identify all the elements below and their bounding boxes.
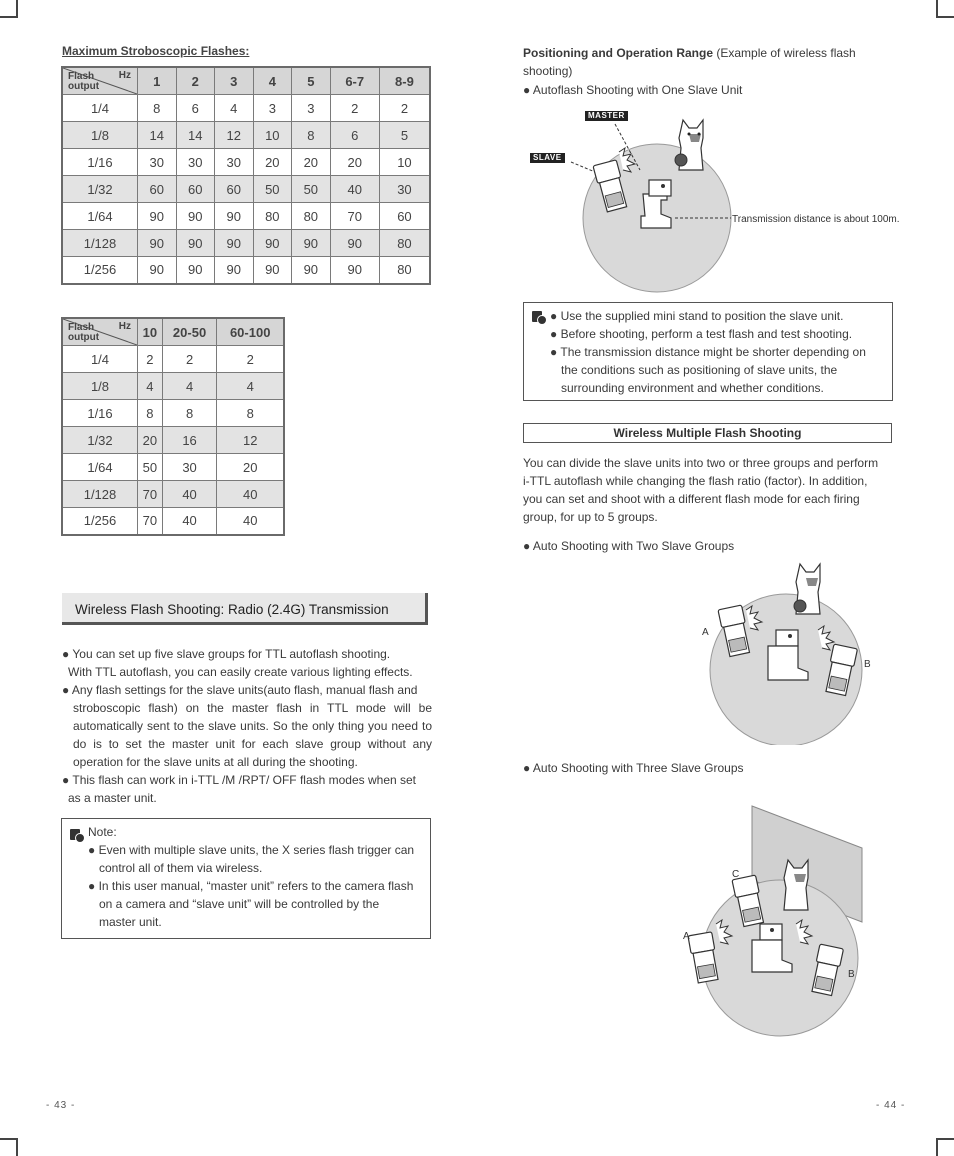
table-cell: 90 <box>215 257 254 284</box>
table-cell: 80 <box>379 257 430 284</box>
one-slave-diagram <box>525 100 735 300</box>
table-cell: 8 <box>138 95 177 122</box>
bullet-line: ● Any flash settings for the slave units(auto flash, manual flash and <box>62 683 418 697</box>
section-title-box <box>62 593 428 625</box>
table-row <box>62 230 430 257</box>
table-cell: 40 <box>217 481 284 508</box>
row-label: 1/64 <box>62 203 138 230</box>
column-header: 20-50 <box>162 318 217 346</box>
transmission-note: Transmission distance is about 100m. <box>732 214 900 225</box>
corner-hz-label: Hz <box>118 321 131 332</box>
crop-mark-bottom-left <box>0 1138 18 1156</box>
multi-flash-header: Wireless Multiple Flash Shooting <box>523 423 892 443</box>
table-cell: 50 <box>253 176 292 203</box>
table-cell: 40 <box>162 508 217 535</box>
table-cell: 4 <box>138 373 163 400</box>
table-cell: 4 <box>215 95 254 122</box>
note-title: Note: <box>88 825 117 839</box>
table-cell: 80 <box>253 203 292 230</box>
table-cell: 60 <box>215 176 254 203</box>
table-cell: 12 <box>215 122 254 149</box>
row-label: 1/4 <box>62 95 138 122</box>
row-label: 1/16 <box>62 149 138 176</box>
table-cell: 8 <box>292 122 331 149</box>
table-cell: 2 <box>138 346 163 373</box>
positioning-bold: Positioning and Operation Range <box>523 46 714 60</box>
corner-flash-output-label: Flash output <box>68 71 100 92</box>
table-cell: 6 <box>330 122 379 149</box>
table-cell: 30 <box>176 149 215 176</box>
table-cell: 12 <box>217 427 284 454</box>
tip-line: surrounding environment and whether conditions. <box>561 381 824 395</box>
row-label: 1/256 <box>62 257 138 284</box>
table-cell: 3 <box>292 95 331 122</box>
table-cell: 40 <box>330 176 379 203</box>
table-cell: 90 <box>253 230 292 257</box>
table-cell: 2 <box>217 346 284 373</box>
table-row <box>62 400 284 427</box>
table-row <box>62 149 430 176</box>
row-label: 1/128 <box>62 481 138 508</box>
info-icon <box>532 311 542 322</box>
table-cell: 30 <box>215 149 254 176</box>
table-cell: 50 <box>138 454 163 481</box>
table-row <box>62 95 430 122</box>
bullet-line: ● This flash can work in i-TTL /M /RPT/ OFF flash modes when set <box>62 773 417 787</box>
table-row <box>62 176 430 203</box>
table-cell: 70 <box>138 481 163 508</box>
table-row <box>62 454 284 481</box>
table-cell: 50 <box>292 176 331 203</box>
tip-line: ● Before shooting, perform a test flash and test shooting. <box>550 327 853 341</box>
crop-mark-top-left <box>0 0 18 18</box>
two-groups-label: ● Auto Shooting with Two Slave Groups <box>523 539 735 553</box>
note-line: control all of them via wireless. <box>99 861 263 875</box>
table-cell: 30 <box>162 454 217 481</box>
table-cell: 4 <box>162 373 217 400</box>
table-corner-cell <box>62 67 138 95</box>
note-line: on a camera and “slave unit” will be controlled by the <box>99 897 380 911</box>
positioning-heading <box>523 44 903 80</box>
table-cell: 30 <box>379 176 430 203</box>
table-cell: 60 <box>379 203 430 230</box>
table-cell: 90 <box>253 257 292 284</box>
tip-line: the conditions such as positioning of slave units, the <box>561 363 838 377</box>
table-cell: 10 <box>379 149 430 176</box>
corner-flash-output-label: Flash output <box>68 322 100 343</box>
table-cell: 16 <box>162 427 217 454</box>
note-line: master unit. <box>99 915 162 929</box>
multi-line: you can set and shoot with a different flash mode for each firing <box>523 492 860 506</box>
row-label: 1/8 <box>62 122 138 149</box>
table-cell: 70 <box>138 508 163 535</box>
column-header: 4 <box>253 67 292 95</box>
note-box <box>61 818 431 939</box>
row-label: 1/128 <box>62 230 138 257</box>
table-cell: 90 <box>176 203 215 230</box>
table-cell: 90 <box>330 230 379 257</box>
group-label-c: C <box>732 869 740 880</box>
table-cell: 14 <box>138 122 177 149</box>
table-cell: 90 <box>176 257 215 284</box>
three-groups-diagram <box>680 800 870 1040</box>
column-header: 3 <box>215 67 254 95</box>
multi-line: i-TTL autoflash while changing the flash ratio (factor). In addition, <box>523 474 868 488</box>
bullet-list <box>62 645 432 807</box>
row-label: 1/32 <box>62 427 138 454</box>
bullet-line: operation for the slave units at all during the shooting. <box>73 755 358 769</box>
column-header: 60-100 <box>217 318 284 346</box>
table-cell: 6 <box>176 95 215 122</box>
multi-line: group, for up to 5 groups. <box>523 510 658 524</box>
bullet-line: automatically sent to the slave units. So the only thing you need to <box>73 719 432 733</box>
corner-hz-label: Hz <box>118 70 131 81</box>
table-cell: 90 <box>292 230 331 257</box>
strobe-title: Maximum Stroboscopic Flashes: <box>62 44 250 58</box>
group-label-a: A <box>683 931 690 942</box>
row-label: 1/64 <box>62 454 138 481</box>
strobe-table-1 <box>61 66 431 285</box>
row-label: 1/32 <box>62 176 138 203</box>
table-cell: 4 <box>217 373 284 400</box>
positioning-line2: shooting) <box>523 64 573 78</box>
table-cell: 90 <box>138 203 177 230</box>
table-cell: 2 <box>330 95 379 122</box>
info-icon <box>70 829 80 840</box>
slave-tag: SLAVE <box>530 153 565 163</box>
table-cell: 20 <box>253 149 292 176</box>
note-line: ● In this user manual, “master unit” refers to the camera flash <box>88 879 414 893</box>
table-header-row <box>62 318 284 346</box>
tip-line: ● Use the supplied mini stand to position the slave unit. <box>550 309 844 323</box>
dog-icon <box>794 564 820 614</box>
table-cell: 60 <box>176 176 215 203</box>
table-cell: 8 <box>138 400 163 427</box>
table-header-row <box>62 67 430 95</box>
table-row <box>62 203 430 230</box>
table-cell: 14 <box>176 122 215 149</box>
table-row <box>62 346 284 373</box>
column-header: 1 <box>138 67 177 95</box>
multi-paragraph <box>523 454 893 526</box>
table-cell: 40 <box>162 481 217 508</box>
table-cell: 3 <box>253 95 292 122</box>
table-row <box>62 373 284 400</box>
table-cell: 20 <box>138 427 163 454</box>
table-cell: 10 <box>253 122 292 149</box>
table-cell: 70 <box>330 203 379 230</box>
group-label-b: B <box>864 659 871 670</box>
note-line: ● Even with multiple slave units, the X series flash trigger can <box>88 843 415 857</box>
dog-icon <box>784 860 808 910</box>
table-cell: 20 <box>330 149 379 176</box>
row-label: 1/4 <box>62 346 138 373</box>
master-tag: MASTER <box>585 111 628 121</box>
autoflash-one-label: ● Autoflash Shooting with One Slave Unit <box>523 83 743 97</box>
positioning-rest: (Example of wireless flash <box>713 46 856 60</box>
page-number-right: - 44 - <box>876 1100 906 1111</box>
table-corner-cell <box>62 318 138 346</box>
bullet-line: as a master unit. <box>68 791 157 805</box>
table-cell: 40 <box>217 508 284 535</box>
table-row <box>62 427 284 454</box>
page-number-left: - 43 - <box>46 1100 76 1111</box>
table-cell: 2 <box>379 95 430 122</box>
table-cell: 90 <box>138 257 177 284</box>
table-cell: 90 <box>215 230 254 257</box>
dog-icon <box>675 120 703 170</box>
table-cell: 5 <box>379 122 430 149</box>
bullet-line: With TTL autoflash, you can easily create various lighting effects. <box>68 665 413 679</box>
section-title: Wireless Flash Shooting: Radio (2.4G) Transmission <box>75 602 389 617</box>
bullet-line: do is to set the master unit for each slave group without any <box>73 737 432 751</box>
group-label-a: A <box>702 627 709 638</box>
table-cell: 90 <box>138 230 177 257</box>
table-cell: 90 <box>176 230 215 257</box>
table-cell: 8 <box>162 400 217 427</box>
column-header: 8-9 <box>379 67 430 95</box>
bullet-line: stroboscopic flash) on the master flash in TTL mode will be <box>73 701 432 715</box>
table-cell: 90 <box>215 203 254 230</box>
table-cell: 20 <box>292 149 331 176</box>
table-cell: 2 <box>162 346 217 373</box>
table-cell: 8 <box>217 400 284 427</box>
two-groups-diagram <box>700 560 880 745</box>
table-row <box>62 481 284 508</box>
table-row <box>62 508 284 535</box>
row-label: 1/8 <box>62 373 138 400</box>
table-cell: 90 <box>292 257 331 284</box>
column-header: 2 <box>176 67 215 95</box>
table-cell: 80 <box>292 203 331 230</box>
table-row <box>62 122 430 149</box>
column-header: 6-7 <box>330 67 379 95</box>
table-cell: 80 <box>379 230 430 257</box>
tip-line: ● The transmission distance might be shorter depending on <box>550 345 866 359</box>
table-cell: 30 <box>138 149 177 176</box>
row-label: 1/16 <box>62 400 138 427</box>
group-label-b: B <box>848 969 855 980</box>
table-cell: 90 <box>330 257 379 284</box>
table-cell: 20 <box>217 454 284 481</box>
table-cell: 60 <box>138 176 177 203</box>
row-label: 1/256 <box>62 508 138 535</box>
strobe-table-2 <box>61 317 285 536</box>
multi-line: You can divide the slave units into two or three groups and perform <box>523 456 879 470</box>
column-header: 10 <box>138 318 163 346</box>
three-groups-label: ● Auto Shooting with Three Slave Groups <box>523 761 744 775</box>
slave-pointer <box>571 162 595 172</box>
crop-mark-top-right <box>936 0 954 18</box>
table-row <box>62 257 430 284</box>
bullet-line: ● You can set up five slave groups for TTL autoflash shooting. <box>62 647 391 661</box>
tips-box <box>523 302 893 401</box>
crop-mark-bottom-right <box>936 1138 954 1156</box>
column-header: 5 <box>292 67 331 95</box>
